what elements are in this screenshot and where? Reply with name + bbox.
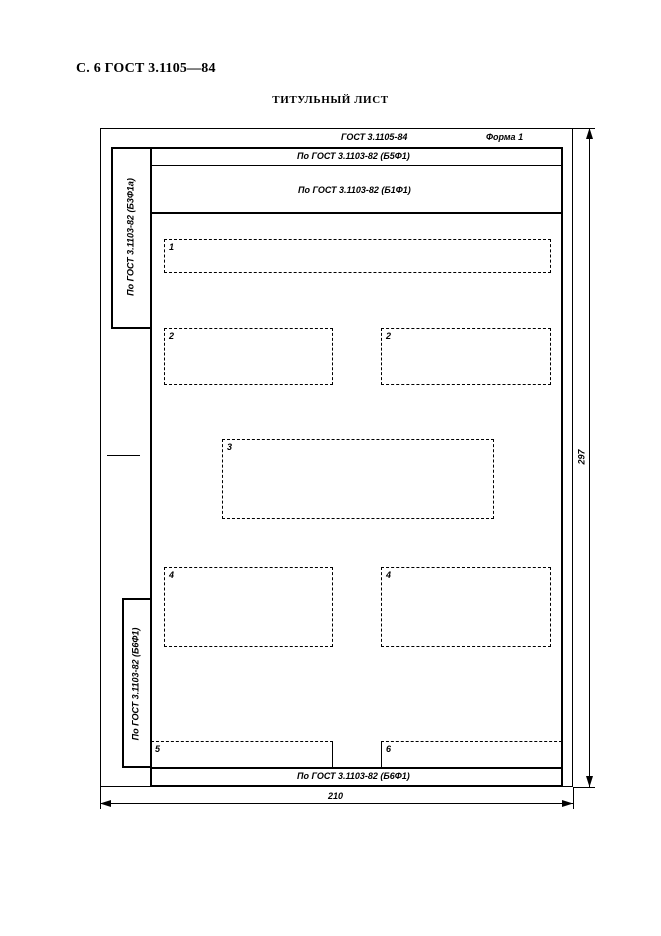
field-5-number: 5 bbox=[155, 744, 161, 754]
width-arrow-left bbox=[100, 799, 112, 808]
field-2-left bbox=[164, 328, 333, 385]
page-title: ТИТУЛЬНЫЙ ЛИСТ bbox=[272, 94, 389, 106]
width-arrow-right bbox=[561, 799, 573, 808]
band-divider-2 bbox=[151, 212, 562, 214]
band-b5: По ГОСТ 3.1103-82 (Б5Ф1) bbox=[297, 151, 410, 161]
field-2-right bbox=[381, 328, 551, 385]
field-4-right-number: 4 bbox=[386, 570, 392, 580]
band-b1: По ГОСТ 3.1103-82 (Б1Ф1) bbox=[298, 185, 411, 195]
height-arrow-top bbox=[585, 128, 594, 140]
height-arrow-bottom bbox=[585, 775, 594, 787]
height-ext-bottom bbox=[573, 787, 595, 788]
height-dimension-line bbox=[589, 128, 590, 787]
field-4-left bbox=[164, 567, 333, 647]
field-5 bbox=[151, 741, 333, 768]
page-header: С. 6 ГОСТ 3.1105—84 bbox=[76, 61, 216, 76]
bottom-divider bbox=[151, 767, 562, 769]
field-1 bbox=[164, 239, 551, 273]
field-6 bbox=[381, 741, 562, 768]
field-2-left-number: 2 bbox=[169, 331, 175, 341]
height-dimension-value: 297 bbox=[576, 449, 587, 465]
field-3 bbox=[222, 439, 494, 519]
form-label: Форма 1 bbox=[486, 132, 524, 142]
width-ext-right bbox=[573, 787, 574, 809]
side-label-b3: По ГОСТ 3.1103-82 (Б3Ф1а) bbox=[125, 178, 136, 296]
side-label-b6: По ГОСТ 3.1103-82 (Б6Ф1) bbox=[130, 627, 141, 741]
field-2-right-number: 2 bbox=[386, 331, 392, 341]
band-divider-1 bbox=[151, 165, 562, 166]
field-6-number: 6 bbox=[386, 744, 392, 754]
field-1-number: 1 bbox=[169, 242, 175, 252]
field-4-left-number: 4 bbox=[169, 570, 175, 580]
bottom-band-b6: По ГОСТ 3.1103-82 (Б6Ф1) bbox=[297, 771, 410, 781]
top-code: ГОСТ 3.1105-84 bbox=[341, 132, 408, 142]
fold-mark bbox=[107, 455, 140, 456]
field-4-right bbox=[381, 567, 551, 647]
width-dimension-value: 210 bbox=[328, 791, 344, 801]
width-dimension-line bbox=[100, 803, 573, 804]
field-3-number: 3 bbox=[227, 442, 233, 452]
